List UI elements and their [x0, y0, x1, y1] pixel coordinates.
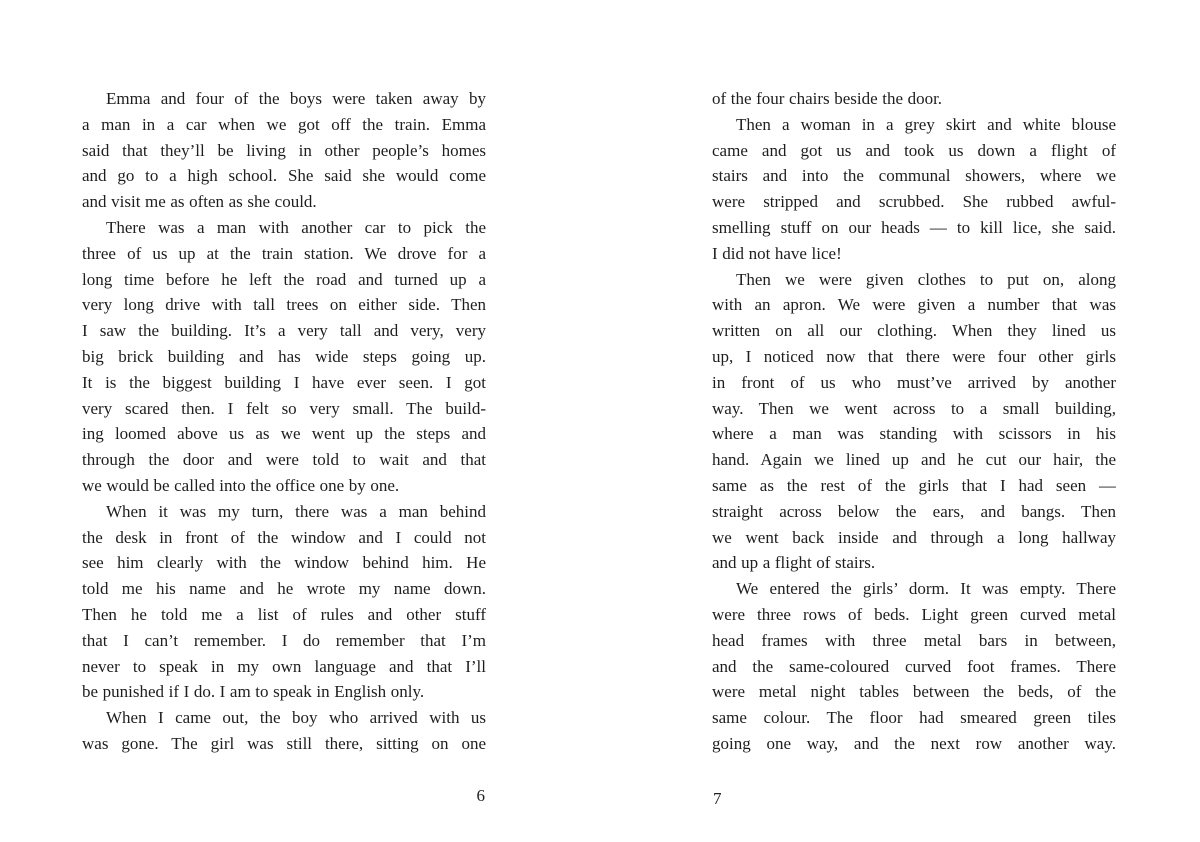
page-right-text [712, 86, 1116, 757]
text-line: When it was my turn, there was a man behind [106, 501, 486, 521]
text-line: very scared then. I felt so very small. The build- [82, 398, 486, 418]
text-line: I saw the building. It’s a very tall and very, very [82, 321, 486, 341]
text-line: told me his name and he wrote my name down. [82, 579, 486, 599]
text-line: came and got us and took us down a flight of [712, 140, 1116, 160]
text-line: There was a man with another car to pick the [106, 217, 486, 237]
text-line: was gone. The girl was still there, sitting on one [82, 733, 486, 753]
text-line: with an apron. We were given a number that was [712, 295, 1116, 315]
text-line: and up a flight of stairs. [712, 553, 876, 573]
text-line: ing loomed above us as we went up the steps and [82, 424, 486, 444]
text-line: way. Then we went across to a small building, [712, 398, 1116, 418]
text-line: were three rows of beds. Light green curved metal [712, 604, 1116, 624]
text-line: a man in a car when we got off the train. Emma [82, 114, 486, 134]
text-line: that I can’t remember. I do remember that I’m [82, 630, 486, 650]
text-line: were metal night tables between the beds, of the [712, 682, 1116, 702]
text-line: written on all our clothing. When they lined us [712, 321, 1116, 341]
text-line: very long drive with tall trees on either side. Then [82, 295, 486, 315]
text-line: see him clearly with the window behind him. He [82, 553, 486, 573]
text-line: Then he told me a list of rules and other stuff [82, 604, 486, 624]
text-line: where a man was standing with scissors in his [712, 424, 1116, 444]
text-line: and go to a high school. She said she would come [82, 166, 486, 186]
text-line: big brick building and has wide steps going up. [82, 346, 486, 366]
text-line: in front of us who must’ve arrived by another [712, 372, 1116, 392]
text-line: and visit me as often as she could. [82, 192, 317, 212]
text-line: straight across below the ears, and bangs. Then [712, 501, 1116, 521]
text-line: stairs and into the communal showers, where we [712, 166, 1116, 186]
text-line: were stripped and scrubbed. She rubbed awful- [712, 192, 1116, 212]
text-line: We entered the girls’ dorm. It was empty. There [736, 579, 1116, 599]
text-line: head frames with three metal bars in between, [712, 630, 1116, 650]
page-left-text [82, 86, 486, 757]
text-line: we would be called into the office one by one. [82, 475, 400, 495]
text-line: I did not have lice! [712, 243, 842, 263]
text-line: said that they’ll be living in other people’s homes [82, 140, 486, 160]
text-line: three of us up at the train station. We drove for a [82, 243, 486, 263]
page-right [712, 86, 1116, 806]
text-line: going one way, and the next row another way. [712, 733, 1116, 753]
text-line: same as the rest of the girls that I had seen — [712, 475, 1116, 495]
text-line: be punished if I do. I am to speak in English only. [82, 682, 425, 702]
page-left [82, 86, 486, 806]
text-line: Then a woman in a grey skirt and white blouse [736, 114, 1116, 134]
text-line: through the door and were told to wait and that [82, 450, 486, 470]
text-line: up, I noticed now that there were four other girls [712, 346, 1116, 366]
text-line: same colour. The floor had smeared green tiles [712, 708, 1116, 728]
text-line: the desk in front of the window and I could not [82, 527, 486, 547]
text-line: Emma and four of the boys were taken away by [106, 89, 486, 108]
text-line: hand. Again we lined up and he cut our hair, the [712, 450, 1116, 470]
text-line: we went back inside and through a long hallway [712, 527, 1116, 547]
text-line: smelling stuff on our heads — to kill lice, she said. [712, 217, 1116, 237]
text-line: When I came out, the boy who arrived with us [106, 708, 486, 728]
text-line: and the same-coloured curved foot frames. There [712, 656, 1116, 676]
text-line: Then we were given clothes to put on, along [736, 269, 1116, 289]
text-line: It is the biggest building I have ever seen. I got [82, 372, 486, 392]
text-line: long time before he left the road and turned up a [82, 269, 486, 289]
text-line: never to speak in my own language and that I’ll [82, 656, 486, 676]
text-line: of the four chairs beside the door. [712, 89, 943, 108]
page-number-right: 7 [713, 789, 722, 808]
page-number-left: 6 [476, 786, 485, 805]
